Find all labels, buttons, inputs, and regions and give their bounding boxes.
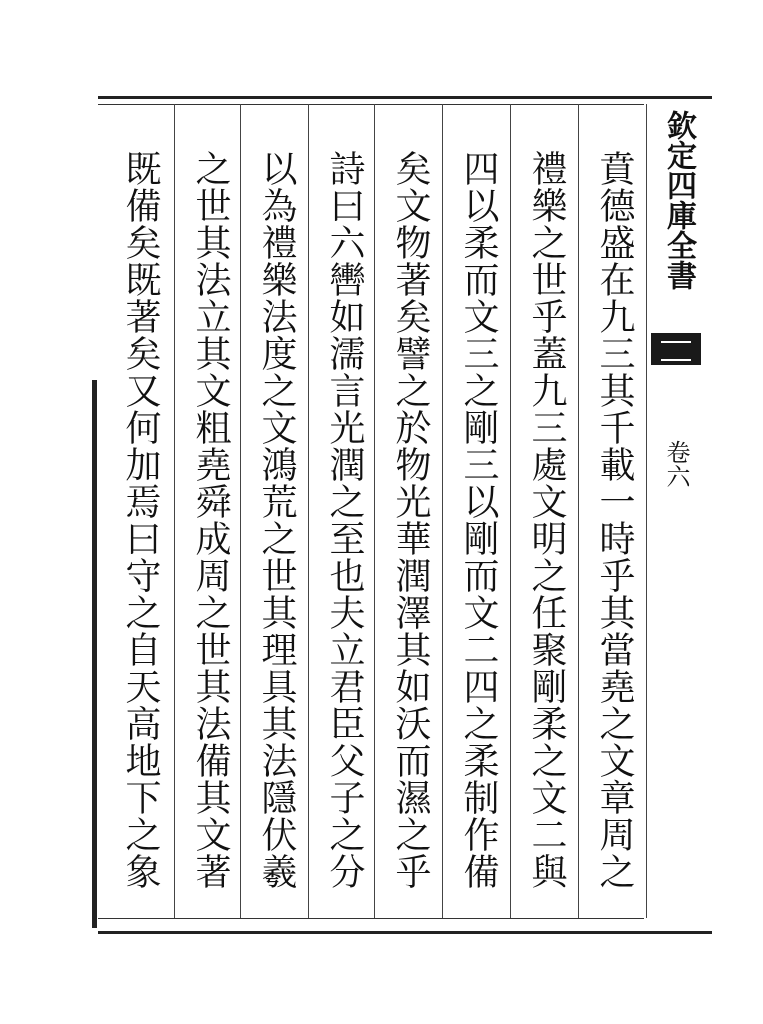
text-column-8: 既備矣既著矣又何加焉曰守之自天高地下之象 [120,150,161,890]
inner-top-border [98,104,644,105]
column-rule [174,104,175,918]
column-rule [240,104,241,918]
book-title: 欽定四庫全書 [661,110,696,290]
text-column-3: 四以柔而文三之剛三以剛而文二四之柔制作備 [458,150,499,890]
text-column-1: 賁德盛在九三其千載一時乎其當堯之文章周之 [594,150,635,890]
left-edge-bar [92,380,97,928]
column-rule [308,104,309,918]
text-column-5: 詩曰六轡如濡言光潤之至也夫立君臣父子之分 [324,150,365,890]
inner-bottom-border [98,918,644,919]
text-column-6: 以為禮樂法度之文鴻荒之世其理具其法隱伏羲 [256,150,297,890]
text-column-2: 禮樂之世乎蓋九三處文明之任聚剛柔之文二與 [526,150,567,890]
text-column-7: 之世其法立其文粗堯舜成周之世其法備其文著 [190,150,231,890]
column-rule [578,104,579,918]
column-rule [374,104,375,918]
column-rule [442,104,443,918]
volume-label: 卷六 [662,440,690,488]
text-column-4: 矣文物著矣譬之於物光華潤澤其如沃而濕之乎 [390,150,431,890]
column-rule [510,104,511,918]
fishtail-mark [651,333,701,365]
